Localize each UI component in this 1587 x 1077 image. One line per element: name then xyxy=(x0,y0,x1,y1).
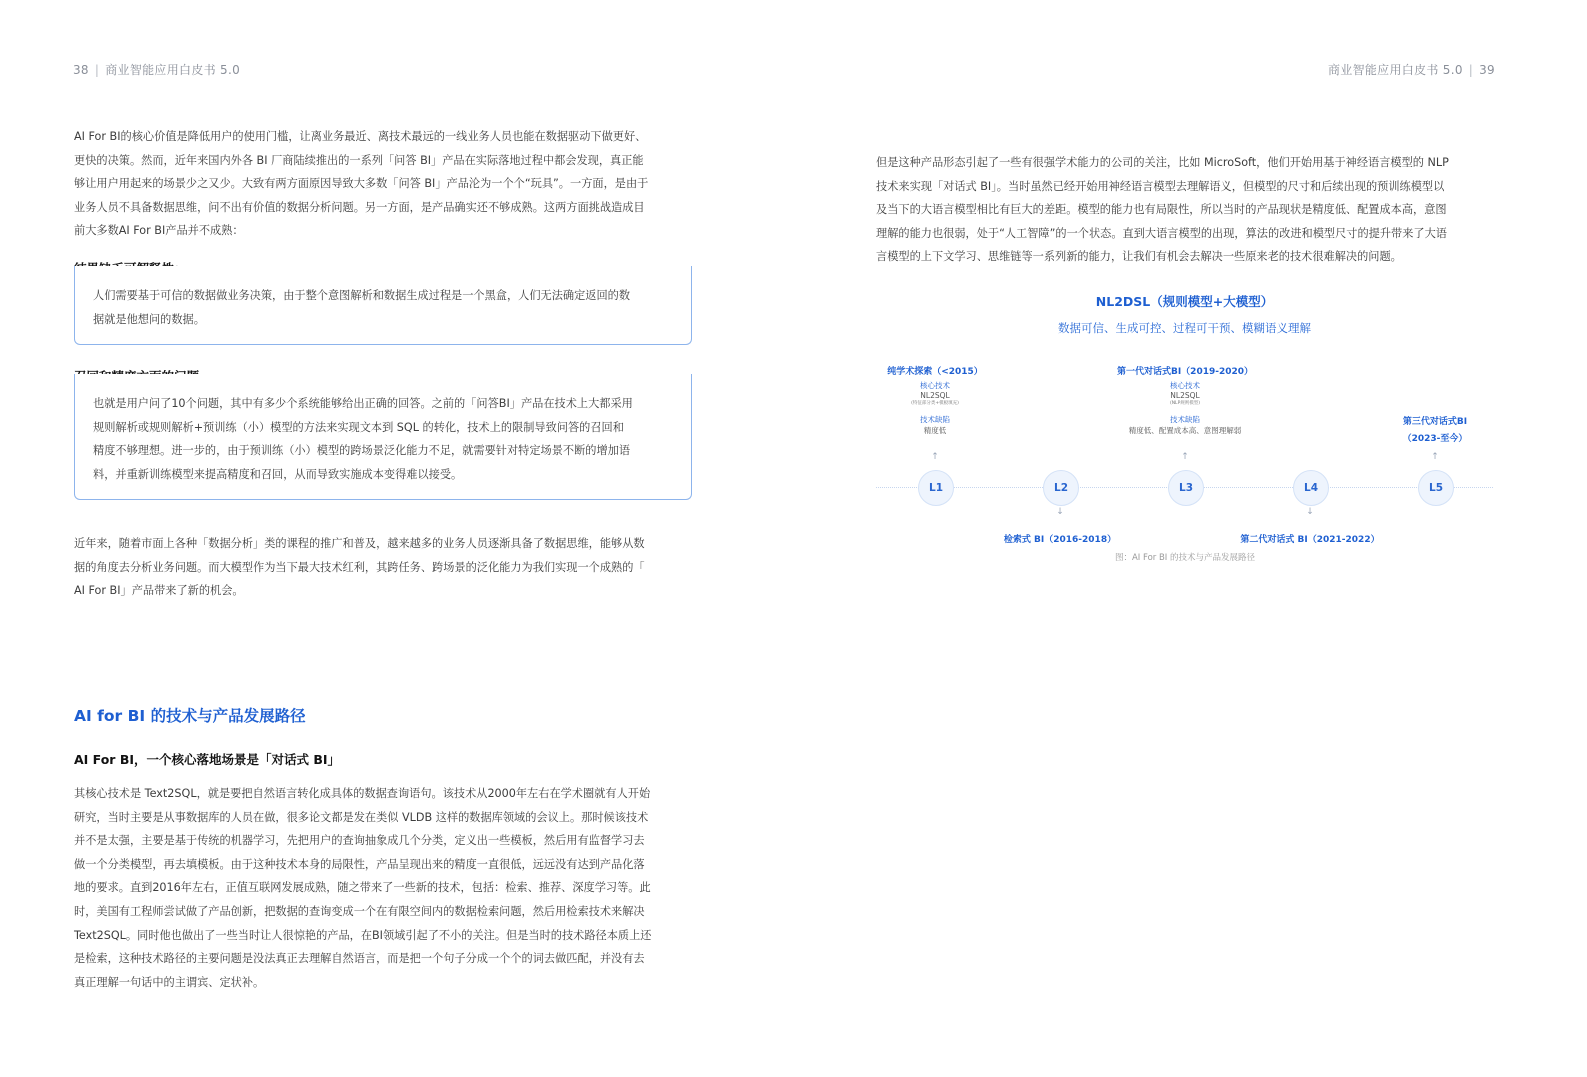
arrow-down-icon: ↓ xyxy=(1056,507,1064,517)
l5-annotation xyxy=(1375,414,1495,444)
timeline-node-l1: L1 xyxy=(918,470,954,506)
timeline-node-l4: L4 xyxy=(1293,470,1329,506)
l1-tech-value: NL2SQL xyxy=(920,391,950,400)
arrow-down-icon: ↓ xyxy=(1306,507,1314,517)
arrow-up-icon: ↑ xyxy=(1431,452,1439,462)
l3-stage-label: 第一代对话式BI（2019-2020） xyxy=(1116,367,1254,377)
text-line: 其核心技术是 Text2SQL，就是要把自然语言转化成具体的数据查询语句。该技术从2000年左右在学术圈就有人开始 xyxy=(74,787,651,800)
left-page-header xyxy=(73,61,240,78)
l1-stage-label: 纯学术探索（<2015） xyxy=(887,367,983,377)
text-line: 言模型的上下文学习、思维链等一系列新的能力，让我们有机会去解决一些原来老的技术很难解决的问题。 xyxy=(876,250,1402,264)
text-line: 技术来实现「对话式 BI」。当时虽然已经开始用神经语言模型去理解语义，但模型的尺寸和后续出现的预训练模型以 xyxy=(876,179,1445,193)
text-line: 人们需要基于可信的数据做业务决策，由于整个意图解析和数据生成过程是一个黑盒，人们无法确定返回的数 xyxy=(93,289,631,302)
arrow-up-icon: ↑ xyxy=(931,452,939,462)
l2-stage-label: 检索式 BI（2016-2018） xyxy=(1003,535,1117,545)
callout-box-explainability xyxy=(74,266,692,345)
book-title: 商业智能应用白皮书 5.0 xyxy=(1327,63,1463,77)
l1-tech-label: 核心技术 xyxy=(920,381,950,390)
timeline-node-l3: L3 xyxy=(1168,470,1204,506)
arrow-up-icon: ↑ xyxy=(1181,452,1189,462)
header-divider: | xyxy=(1468,63,1474,77)
text-line: 时，美国有工程师尝试做了产品创新，把数据的查询变成一个在有限空间内的数据检索问题，然后用检索技术来解决 xyxy=(74,904,645,918)
text-line: 也就是用户问了10个问题，其中有多少个系统能够给出正确的回答。之前的「问答BI」产品在技术上大都采用 xyxy=(93,397,633,410)
l5-stage-label: 第三代对话式BI xyxy=(1402,417,1468,427)
text-line: 更快的决策。然而，近年来国内外各 BI 厂商陆续推出的一系列「问答 BI」产品在实际落地过程中都会发现，真正能 xyxy=(74,153,644,167)
l3-flaw-label: 技术缺陷 xyxy=(1170,415,1200,424)
l4-stage-label: 第二代对话式 BI（2021-2022） xyxy=(1240,535,1380,545)
l1-flaw-label: 技术缺陷 xyxy=(920,415,950,424)
book-title: 商业智能应用白皮书 5.0 xyxy=(105,63,241,77)
text-line: 前大多数AI For BI产品并不成熟： xyxy=(74,224,244,238)
paragraph-data-thinking xyxy=(74,532,691,603)
callout-box-recall-precision xyxy=(74,374,692,500)
text-line: 精度不够理想。进一步的，由于预训练（小）模型的跨场景泛化能力不足，就需要针对特定场景不断的增加语 xyxy=(93,444,631,458)
diagram-title: NL2DSL（规则模型+大模型） xyxy=(1095,294,1274,309)
text-line: 近年来，随着市面上各种「数据分析」类的课程的推广和普及，越来越多的业务人员逐渐具备了数据思维，能够从数 xyxy=(74,537,645,550)
l1-annotation xyxy=(875,364,995,436)
text-line: 地的要求。直到2016年左右，正值互联网发展成熟，随之带来了一些新的技术，包括：检索、推荐、深度学习等。此 xyxy=(74,881,651,895)
text-line: AI For BI的核心价值是降低用户的使用门槛，让离业务最近、离技术最远的一线业务人员也能在数据驱动下做更好、 xyxy=(74,130,647,143)
text-line: 业务人员不具备数据思维，问不出有价值的数据分析问题。另一方面，是产品确实还不够成熟。这两方面挑战造成目 xyxy=(74,200,645,214)
l5-years-label: （2023-至今） xyxy=(1402,434,1468,444)
timeline-node-l5: L5 xyxy=(1418,470,1454,506)
text-line: 并不是太强，主要是基于传统的机器学习，先把用户的查询抽象成几个分类，定义出一些模板，然后用有监督学习去 xyxy=(74,834,645,848)
page-number: 38 xyxy=(73,63,89,77)
text-line: 做一个分类模型，再去填模板。由于这种技术本身的局限性，产品呈现出来的精度一直很低，远远没有达到产品化落 xyxy=(74,857,645,871)
text-line: AI For BI」产品带来了新的机会。 xyxy=(74,584,244,598)
page-number: 39 xyxy=(1479,63,1495,77)
timeline-node-l2: L2 xyxy=(1043,470,1079,506)
l1-tech-note: (特征部分类+模板填充) xyxy=(911,401,959,406)
text-line: 但是这种产品形态引起了一些有很强学术能力的公司的关注，比如 MicroSoft，他们开始用基于神经语言模型的 NLP xyxy=(876,156,1449,169)
text-line: 是检索，这种技术路径的主要问题是没法真正去理解自然语言，而是把一个句子分成一个个的词去做匹配，并没有去 xyxy=(74,952,645,966)
intro-paragraph xyxy=(74,125,691,243)
text-line: 理解的能力也很弱，处于“人工智障”的一个状态。直到大语言模型的出现，算法的改进和模型尺寸的提升带来了大语 xyxy=(876,226,1447,240)
right-page-header xyxy=(1328,61,1495,78)
text-line: 研究，当时主要是从事数据库的人员在做，很多论文都是发在类似 VLDB 这样的数据库领域的会议上。那时候该技术 xyxy=(74,810,649,824)
text-line: 据的角度去分析业务问题。而大模型作为当下最大技术红利，其跨任务、跨场景的泛化能力为我们实现一个成熟的「 xyxy=(74,560,645,574)
development-path-diagram xyxy=(876,290,1493,580)
right-paragraph xyxy=(876,151,1493,269)
l1-flaw-value: 精度低 xyxy=(923,426,947,435)
text-line: 够让用户用起来的场景少之又少。大致有两方面原因导致大多数「问答 BI」产品沦为一个个“玩具”。一方面，是由于 xyxy=(74,177,649,191)
text-line: 料，并重新训练模型来提高精度和召回，从而导致实施成本变得难以接受。 xyxy=(93,467,463,481)
l3-flaw-value: 精度低、配置成本高、意图理解弱 xyxy=(1128,426,1242,435)
section-subtitle: AI For BI，一个核心落地场景是「对话式 BI」 xyxy=(74,752,341,767)
text-line: Text2SQL。同时他也做出了一些当时让人很惊艳的产品，在BI领域引起了不小的关注。但是当时的技术路径本质上还 xyxy=(74,928,652,942)
header-divider: | xyxy=(94,63,100,77)
paragraph-text2sql-history xyxy=(74,782,691,994)
text-line: 及当下的大语言模型相比有巨大的差距。模型的能力也有局限性，所以当时的产品现状是精度低、配置成本高，意图 xyxy=(876,203,1447,217)
text-line: 规则解析或规则解析+预训练（小）模型的方法来实现文本到 SQL 的转化，技术上的限制导致问答的召回和 xyxy=(93,420,624,434)
text-line: 据就是他想问的数据。 xyxy=(93,312,205,326)
section-title: AI for BI 的技术与产品发展路径 xyxy=(74,707,306,725)
diagram-caption: 图：AI For BI 的技术与产品发展路径 xyxy=(1114,553,1256,563)
text-line: 真正理解一句话中的主谓宾、定状补。 xyxy=(74,975,265,989)
diagram-subtitle: 数据可信、生成可控、过程可干预、模糊语义理解 xyxy=(1058,321,1311,335)
l3-tech-value: NL2SQL xyxy=(1170,391,1200,400)
l3-annotation xyxy=(1105,364,1265,436)
l3-tech-label: 核心技术 xyxy=(1170,381,1200,390)
l3-tech-note: (NLP规则模型) xyxy=(1169,401,1201,406)
